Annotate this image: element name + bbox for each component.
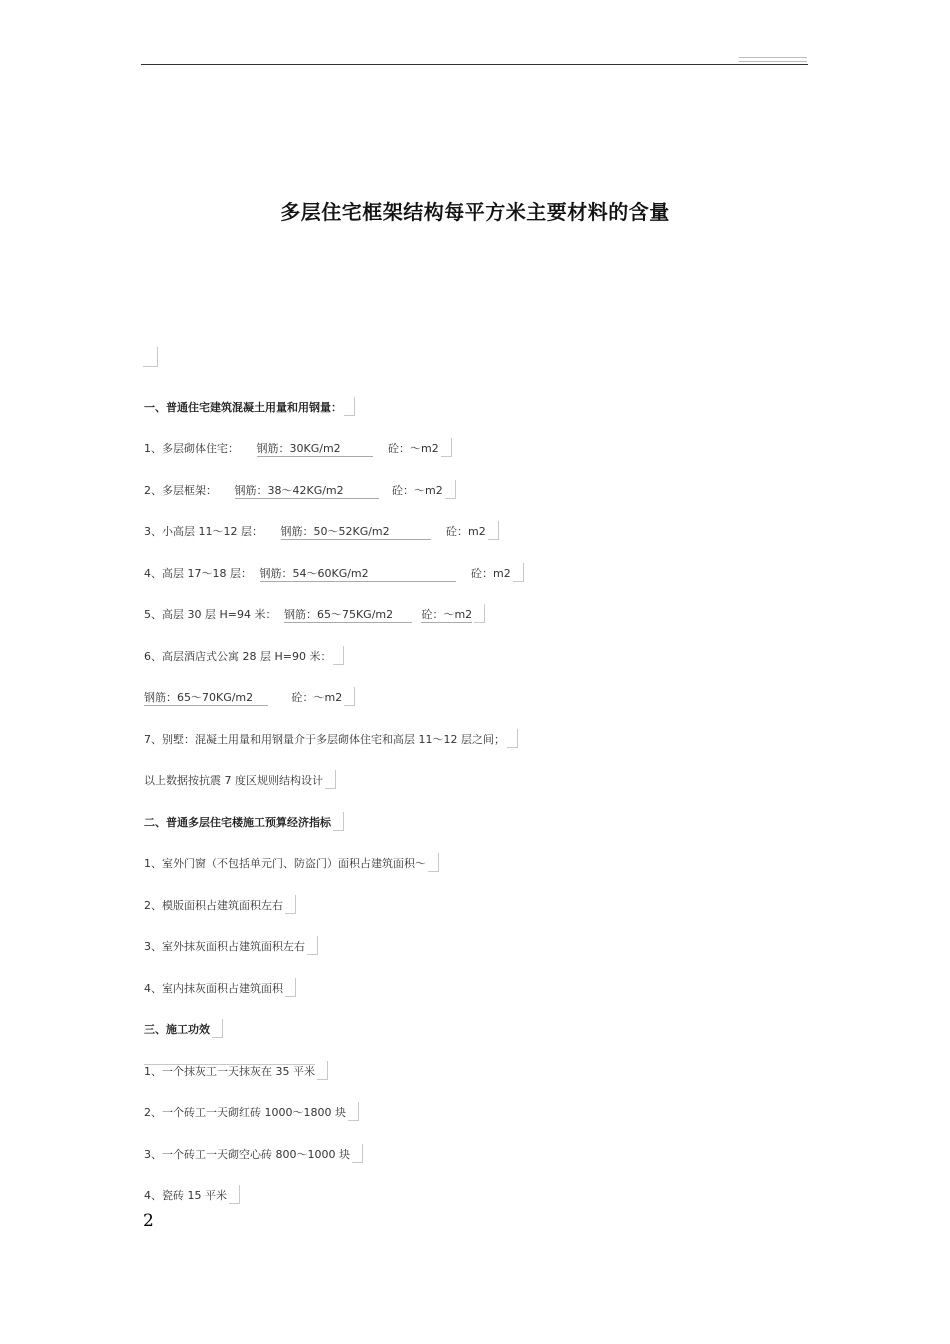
list-item (144, 438, 452, 457)
paragraph-mark (317, 1061, 328, 1080)
item-label: 6、高层酒店式公寓 28 层 H=90 米： (144, 650, 332, 663)
paragraph-corner-mark (143, 347, 158, 367)
item-value: 砼：～m2 (291, 691, 343, 704)
document-title: 多层住宅框架结构每平方米主要材料的含量 (280, 200, 670, 224)
item-label: 3、一个砖工一天砌空心砖 800～1000 块 (144, 1148, 350, 1161)
item-value: 钢筋：38～42KG/m2 (235, 484, 379, 499)
paragraph-mark (344, 397, 355, 416)
paragraph-mark (307, 936, 318, 955)
list-item (144, 936, 318, 955)
item-label: 1、室外门窗（不包括单元门、防盗门）面积占建筑面积～ (144, 857, 426, 870)
item-label: 4、瓷砖 15 平米 (144, 1189, 227, 1202)
paragraph-mark (428, 853, 439, 872)
paragraph-mark (441, 438, 452, 457)
list-item (144, 1144, 363, 1163)
paragraph-mark (348, 1102, 359, 1121)
paragraph-mark (333, 646, 344, 665)
list-item (144, 1185, 240, 1204)
paragraph-mark (229, 1185, 240, 1204)
list-item (144, 1061, 328, 1080)
header-rule (141, 64, 808, 65)
paragraph-mark (285, 895, 296, 914)
item-label: 1、多层砌体住宅： (144, 442, 239, 455)
item-label: 1、一个抹灰工一天抹灰在 35 平米 (144, 1065, 315, 1078)
page-number: 2 (143, 1211, 154, 1231)
item-label: 7、别墅：混凝土用量和用钢量介于多层砌体住宅和高层 11～12 层之间； (144, 733, 505, 746)
section-heading (144, 1019, 223, 1038)
list-item (144, 895, 296, 914)
item-value: 砼：～m2 (421, 608, 473, 621)
item-label: 3、小高层 11～12 层： (144, 525, 263, 538)
item-value: 钢筋：50～52KG/m2 (281, 525, 431, 540)
header-mark-line (739, 61, 807, 62)
paragraph-mark (507, 729, 518, 748)
item-value: 钢筋：65～70KG/m2 (144, 691, 268, 706)
item-value: 砼：m2 (446, 525, 486, 538)
item-value: 钢筋：65～75KG/m2 (284, 608, 412, 623)
section-heading-text: 二、普通多层住宅楼施工预算经济指标 (144, 816, 331, 829)
list-item (144, 604, 485, 623)
list-item (144, 687, 355, 706)
item-label: 4、高层 17～18 层： (144, 567, 252, 580)
item-label: 4、室内抹灰面积占建筑面积 (144, 982, 283, 995)
header-mark-line (739, 57, 807, 58)
note-text (144, 770, 336, 789)
list-item (144, 563, 524, 582)
paragraph-mark (474, 604, 485, 623)
item-label: 2、一个砖工一天砌红砖 1000～1800 块 (144, 1106, 346, 1119)
list-item (144, 1102, 359, 1121)
section-heading-text: 一、普通住宅建筑混凝土用量和用钢量： (144, 401, 342, 414)
section-heading (144, 812, 344, 831)
note-label: 以上数据按抗震 7 度区规则结构设计 (144, 774, 323, 787)
paragraph-mark (488, 521, 499, 540)
item-label: 2、模版面积占建筑面积左右 (144, 899, 283, 912)
item-label: 5、高层 30 层 H=94 米： (144, 608, 277, 621)
list-item (144, 480, 456, 499)
paragraph-mark (352, 1144, 363, 1163)
paragraph-mark (445, 480, 456, 499)
item-value: 钢筋：54～60KG/m2 (260, 567, 456, 582)
item-label: 3、室外抹灰面积占建筑面积左右 (144, 940, 305, 953)
paragraph-mark (513, 563, 524, 582)
list-item (144, 729, 518, 748)
paragraph-mark (285, 978, 296, 997)
item-value: 砼：m2 (471, 567, 511, 580)
list-item (144, 978, 296, 997)
paragraph-mark (333, 812, 344, 831)
list-item (144, 646, 344, 665)
item-value: 砼：～m2 (392, 484, 443, 497)
list-item (144, 521, 499, 540)
section-heading-text: 三、施工功效 (144, 1023, 210, 1036)
item-value: 钢筋：30KG/m2 (257, 442, 373, 457)
section-heading (144, 397, 355, 416)
paragraph-mark (344, 687, 355, 706)
list-item (144, 853, 439, 872)
item-label: 2、多层框架： (144, 484, 217, 497)
paragraph-mark (325, 770, 336, 789)
item-value: 砼：～m2 (388, 442, 439, 455)
paragraph-mark (212, 1019, 223, 1038)
